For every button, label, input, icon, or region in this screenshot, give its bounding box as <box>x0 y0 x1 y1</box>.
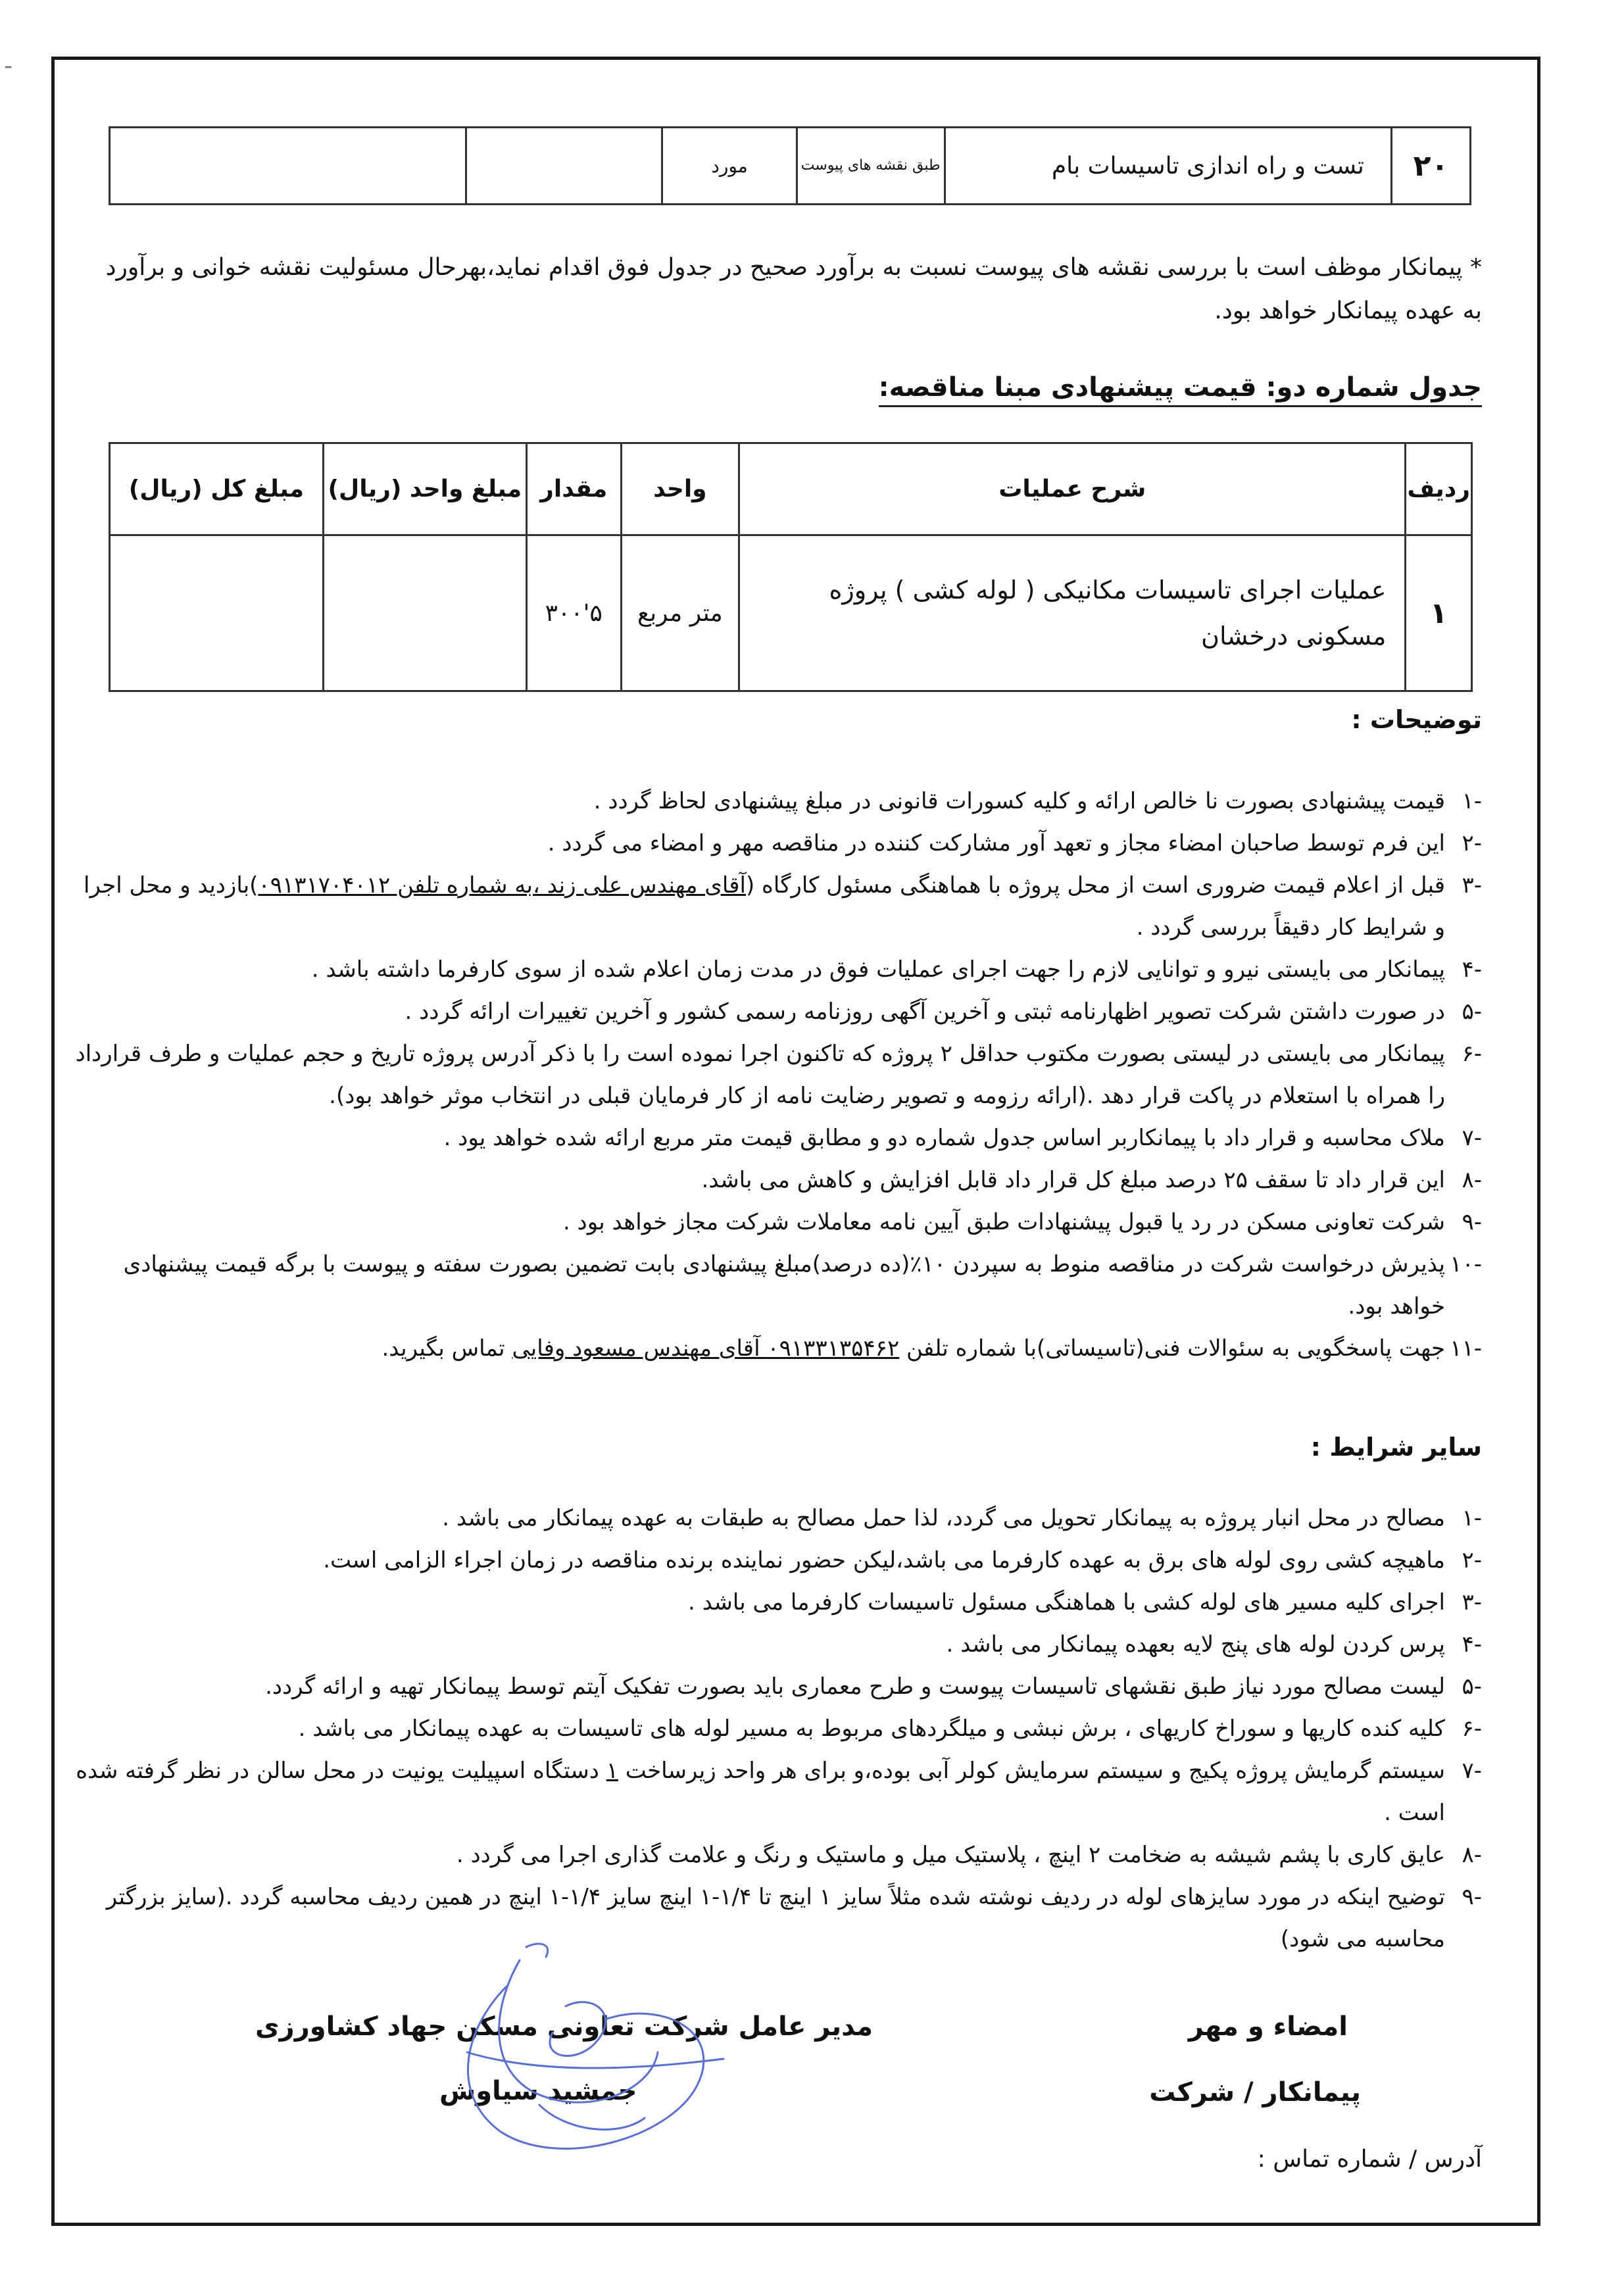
list-item <box>74 1117 1482 1159</box>
item-text-part: دستگاه اسپیلیت یونیت در محل سالن در نظر گرفته شده است . <box>76 1758 1445 1826</box>
address-contact-label: آدرس / شماره تماس : <box>1257 2146 1482 2173</box>
item-number: -۳ <box>1462 1589 1482 1616</box>
item-text-part: قبل از اعلام قیمت ضروری است از محل پروژه با هماهنگی مسئول کارگاه ( <box>745 872 1445 899</box>
item-number: -۱ <box>1462 788 1482 814</box>
list-item <box>74 1581 1482 1623</box>
other-conditions-list <box>74 1497 1482 1960</box>
item-number: -۵ <box>1462 999 1482 1025</box>
list-item <box>74 1159 1482 1201</box>
item-text: اجرای کلیه مسیر های لوله کشی با هماهنگی مسئول تاسیسات کارفرما می باشد . <box>687 1589 1445 1616</box>
list-item <box>74 1834 1482 1876</box>
explanations-list <box>74 780 1482 1370</box>
signature-stamp-title: امضاء و مهر <box>1188 2011 1348 2042</box>
other-conditions-title: سایر شرایط : <box>1310 1433 1482 1462</box>
table-header-row <box>110 443 1472 535</box>
ceo-name: جمشید سیاوش <box>439 2076 637 2106</box>
item-number: -۱۰ <box>1450 1251 1482 1277</box>
site-contact-underlined: آقای مهندس علی زند ،به شماره تلفن ۰۹۱۳۱۷۰۴۰۱۲ <box>258 872 746 899</box>
item-text: مصالح در محل انبار پروژه به پیمانکار تحویل می گردد، لذا حمل مصالح به طبقات به عهده پیمانکار می باشد . <box>442 1505 1445 1531</box>
item-text: این قرار داد تا سقف ۲۵ درصد مبلغ کل قرار داد قابل افزایش و کاهش می باشد. <box>701 1167 1445 1193</box>
list-item <box>74 1539 1482 1581</box>
item-text: پذیرش درخواست شرکت در مناقصه منوط به سپردن ۱۰٪(ده درصد)مبلغ پیشنهادی بابت تضمین بصورت سفته و پیوست با برگه قیمت پیشنهادی خواهد بود. <box>123 1251 1445 1320</box>
item-number: -۲ <box>1462 1547 1482 1573</box>
item-number: -۲ <box>1462 830 1482 856</box>
row-quantity: ۵'۳۰۰ <box>526 535 621 691</box>
item-number: -۱ <box>1462 1505 1482 1531</box>
contractor-notice: * پیمانکار موظف است با بررسی نقشه های پیوست نسبت به برآورد صحیح در جدول فوق اقدام نماید،بهرحال مسئولیت نقشه خوانی و برآورد به عهده پیمانکار خواهد بود. <box>105 254 1482 324</box>
contractor-company-label: پیمانکار / شرکت <box>1149 2077 1361 2108</box>
item-number: -۴ <box>1462 956 1482 983</box>
item-number: -۵ <box>1462 1673 1482 1700</box>
table-row <box>110 535 1472 691</box>
price-table <box>109 442 1473 692</box>
row-note: طبق نقشه های پیوست <box>797 128 945 205</box>
item-number: -۸ <box>1462 1167 1482 1193</box>
item-text-part: )بازدید و محل اجرا و شرایط کار دقیقاً بررسی گردد . <box>84 872 1445 941</box>
list-item <box>74 864 1482 949</box>
row-unit-price <box>323 535 526 691</box>
item-text-part: تماس بگیرید. <box>381 1335 512 1362</box>
item-number: -۷ <box>1462 1758 1482 1784</box>
row-number: ۲۰ <box>1391 128 1470 205</box>
item-number: -۱۱ <box>1450 1335 1482 1362</box>
row-unit: متر مربع <box>621 535 739 691</box>
table-row <box>110 128 1471 205</box>
item-text <box>74 864 1445 949</box>
list-item <box>74 780 1482 822</box>
item-text: عایق کاری با پشم شیشه به ضخامت ۲ اینچ ، پلاستیک میل و ماستیک و رنگ و علامت گذاری اجرا می گردد . <box>456 1842 1445 1868</box>
description-line: مسکونی درخشان <box>1201 622 1387 651</box>
table2-heading: جدول شماره دو: قیمت پیشنهادی مبنا مناقصه: <box>879 372 1482 407</box>
col-header-description: شرح عملیات <box>739 443 1406 535</box>
item-number: -۹ <box>1462 1884 1482 1910</box>
item-text: این فرم توسط صاحبان امضاء مجاز و تعهد آور مشارکت کننده در مناقصه مهر و امضاء می گردد . <box>547 830 1445 856</box>
col-header-quantity: مقدار <box>526 443 621 535</box>
item-text: کلیه کنده کاریها و سوراخ کاریهای ، برش نبشی و میلگردهای مربوط به مسیر لوله های تاسیسات به عهده پیمانکار می باشد . <box>298 1715 1445 1742</box>
list-item <box>74 949 1482 991</box>
item-text <box>74 1327 1445 1370</box>
item-number: -۴ <box>1462 1631 1482 1658</box>
description-line: عملیات اجرای تاسیسات مکانیکی ( لوله کشی ) پروژه <box>829 576 1387 605</box>
item-text: توضیح اینکه در مورد سایزهای لوله در ردیف نوشته شده مثلاً سایز ۱ اینچ تا ۱/۴-۱ اینچ سایز ۱/۴-۱ اینچ در همین ردیف محاسبه گردد .(سایز بزرگتر محاسبه می شود) <box>106 1884 1445 1952</box>
item-number: -۸ <box>1462 1842 1482 1868</box>
item-text: قیمت پیشنهادی بصورت نا خالص ارائه و کلیه کسورات قانونی در مبلغ پیشنهادی لحاظ گردد . <box>593 788 1445 814</box>
item-text: ملاک محاسبه و قرار داد با پیمانکاربر اساس جدول شماره دو و مطابق قیمت متر مربع ارائه شده خواهد یود . <box>443 1125 1445 1151</box>
item-text: شرکت تعاونی مسکن در رد یا قبول پیشنهادات طبق آیین نامه معاملات شرکت مجاز خواهد بود . <box>562 1209 1445 1235</box>
list-item <box>74 1243 1482 1327</box>
list-item <box>74 1201 1482 1243</box>
scan-corner-mark: - <box>4 53 12 80</box>
item-text <box>74 1750 1445 1834</box>
ceo-title: مدیر عامل شرکت تعاونی مسکن جهاد کشاورزی <box>255 2011 874 2042</box>
row-total <box>110 535 324 691</box>
col-header-unit-price: مبلغ واحد (ریال) <box>323 443 526 535</box>
list-item <box>74 991 1482 1033</box>
item-number: -۹ <box>1462 1209 1482 1235</box>
item-text: لیست مصالح مورد نیاز طبق نقشهای تاسیسات پیوست و طرح معماری باید بصورت تفکیک آیتم توسط پیمانکار تهیه و ارائه گردد. <box>265 1673 1445 1700</box>
explanations-title: توضیحات : <box>1351 705 1482 734</box>
item-text: پرس کردن لوله های پنج لایه بعهده پیمانکار می باشد . <box>946 1631 1445 1658</box>
item-text: پیمانکار می بایستی در لیستی بصورت مکتوب حداقل ۲ پروژه که تاکنون اجرا نموده است را با ذکر آدرس پروژه تاریخ و حجم عملیات و طرف قرارداد را همراه با استعلام در پاکت قرار دهد .(ارائه رزومه و تصویر رضایت نامه از کار فرمایان قبلی در انتخاب موثر خواهد بود). <box>75 1041 1445 1109</box>
col-header-row-no: ردیف <box>1406 443 1472 535</box>
list-item <box>74 1750 1482 1834</box>
item-text-part: سیستم گرمایش پروژه پکیج و سیستم سرمایش کولر آبی بوده،و برای هر واحد زیرساخت <box>618 1758 1445 1784</box>
split-unit-count-underlined: ۱ <box>606 1758 618 1784</box>
row-quantity <box>466 128 662 205</box>
row-description: تست و راه اندازی تاسیسات بام <box>945 128 1391 205</box>
list-item <box>74 1666 1482 1708</box>
list-item <box>74 1327 1482 1370</box>
item-number: -۶ <box>1462 1715 1482 1742</box>
item-number: -۶ <box>1462 1041 1482 1067</box>
item-text: پیمانکار می بایستی نیرو و توانایی لازم را جهت اجرای عملیات فوق در مدت زمان اعلام شده از سوی کارفرما داشته باشد . <box>311 956 1445 983</box>
item-number: -۷ <box>1462 1125 1482 1151</box>
handwritten-signature <box>368 1921 776 2184</box>
row-description <box>739 535 1406 691</box>
item-text-part: جهت پاسخگویی به سئوالات فنی(تاسیساتی)با شماره تلفن <box>899 1335 1445 1362</box>
row-total <box>110 128 466 205</box>
list-item <box>74 1876 1482 1960</box>
list-item <box>74 1708 1482 1750</box>
list-item <box>74 822 1482 864</box>
technical-contact-underlined: ۰۹۱۳۳۱۳۵۴۶۲ آقای مهندس مسعود وفایی <box>512 1335 900 1362</box>
item-text: در صورت داشتن شرکت تصویر اظهارنامه ثبتی و آخرین آگهی روزنامه رسمی کشور و آخرین تغییرات ارائه گردد . <box>405 999 1445 1025</box>
top-items-table <box>109 126 1471 205</box>
list-item <box>74 1623 1482 1666</box>
row-unit: مورد <box>662 128 797 205</box>
col-header-total: مبلغ کل (ریال) <box>110 443 324 535</box>
item-number: -۳ <box>1462 872 1482 899</box>
item-text: ماهیچه کشی روی لوله های برق به عهده کارفرما می باشد،لیکن حضور نماینده برنده مناقصه در زمان اجراء الزامی است. <box>323 1547 1445 1573</box>
col-header-unit: واحد <box>621 443 739 535</box>
list-item <box>74 1033 1482 1117</box>
row-number: ۱ <box>1406 535 1472 691</box>
list-item <box>74 1497 1482 1539</box>
